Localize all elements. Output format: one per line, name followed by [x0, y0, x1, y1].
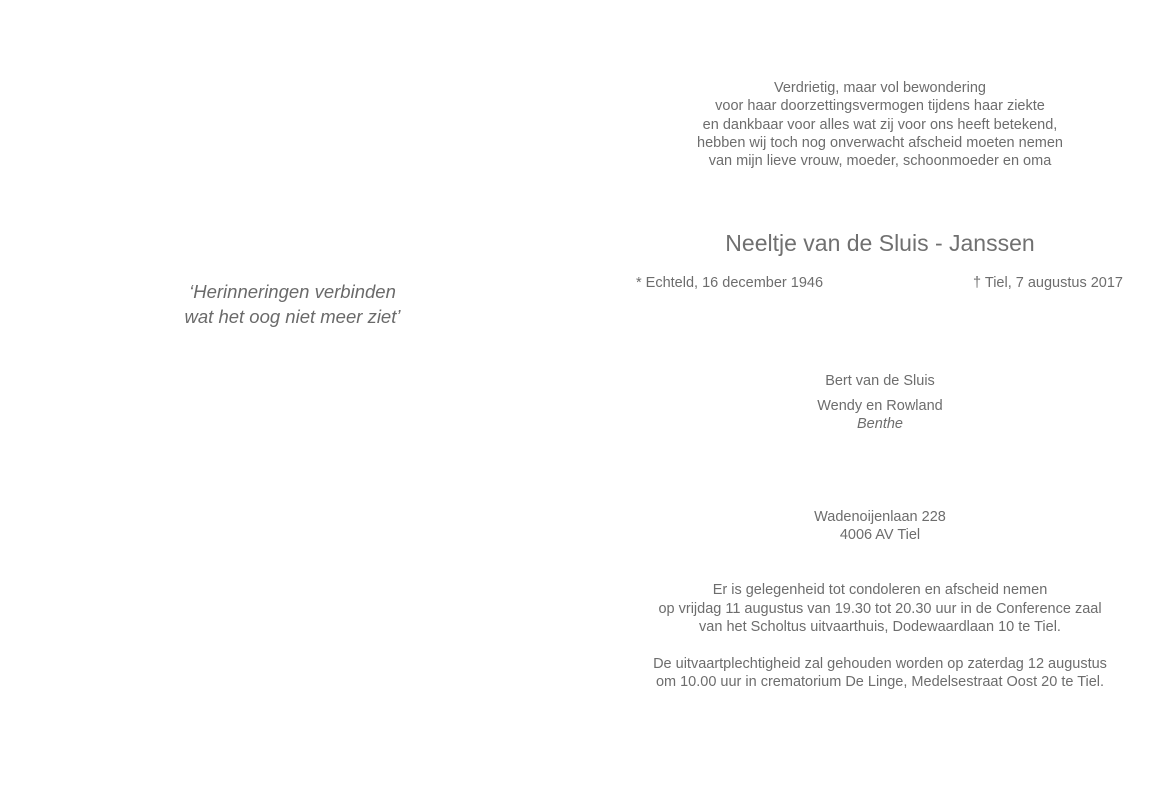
spouse-name: Bert van de Sluis	[825, 373, 935, 389]
intro-line: Verdrietig, maar vol bewondering	[774, 80, 986, 96]
condolence-line: van het Scholtus uitvaarthuis, Dodewaardlaan 10 te Tiel.	[699, 619, 1061, 635]
ceremony-line: De uitvaartplechtigheid zal gehouden worden op zaterdag 12 augustus	[653, 655, 1107, 672]
deceased-name: Neeltje van de Sluis - Janssen	[725, 230, 1035, 256]
memorial-quote	[140, 279, 445, 329]
quote-line-1: ‘Herinneringen verbinden	[189, 281, 396, 302]
family-members	[630, 372, 1130, 434]
children-names: Wendy en Rowland	[817, 397, 943, 414]
grandchild-name: Benthe	[857, 416, 903, 432]
address-city: 4006 AV Tiel	[839, 527, 921, 544]
ceremony-line: om 10.00 uur in crematorium De Linge, Medelsestraat Oost 20 te Tiel.	[655, 674, 1105, 690]
birth-date: * Echteld, 16 december 1946	[636, 275, 824, 291]
condolence-line: Er is gelegenheid tot condoleren en afscheid nemen	[712, 582, 1048, 598]
intro-line: van mijn lieve vrouw, moeder, schoonmoeder en oma	[708, 153, 1052, 170]
intro-line: voor haar doorzettingsvermogen tijdens haar ziekte	[715, 98, 1045, 115]
intro-text	[630, 79, 1130, 170]
quote-line-2: wat het oog niet meer ziet’	[184, 306, 401, 327]
address-street: Wadenoijenlaan 228	[814, 509, 946, 525]
service-details	[630, 581, 1130, 692]
death-date: † Tiel, 7 augustus 2017	[973, 275, 1123, 291]
home-address	[630, 508, 1130, 545]
condolence-line: op vrijdag 11 augustus van 19.30 tot 20.30 uur in de Conference zaal	[658, 600, 1102, 617]
intro-line: en dankbaar voor alles wat zij voor ons heeft betekend,	[702, 116, 1058, 133]
intro-line: hebben wij toch nog onverwacht afscheid moeten nemen	[697, 134, 1063, 151]
